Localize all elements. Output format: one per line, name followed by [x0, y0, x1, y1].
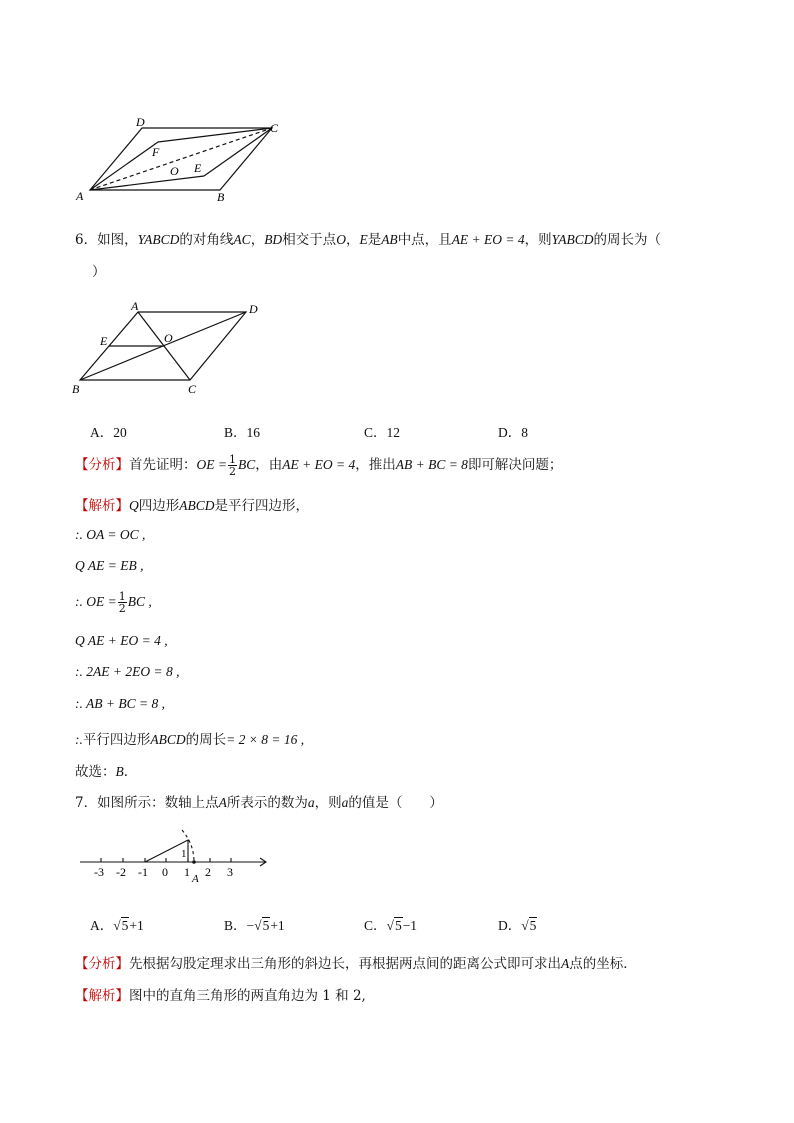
q6-o: O: [336, 232, 346, 247]
q6-solution-line-5: Q AE + EO = 4 ,: [75, 633, 168, 648]
q6-punct: ，: [250, 232, 265, 248]
q6-analysis-text: 即可解决问题；: [467, 457, 563, 473]
q7-stem-text: 所表示的数为: [226, 795, 308, 811]
q6-stem-text: 的周长为（: [593, 232, 661, 248]
q6-stem-text: 中点，且: [397, 232, 452, 248]
q7-option-d[interactable]: D．√5: [498, 918, 537, 933]
q6-answer-text: ．: [123, 764, 138, 780]
solution-tag: 【解析】: [75, 988, 129, 1004]
solution-tag: 【解析】: [75, 498, 129, 514]
sqrt-radicand: 5: [394, 918, 402, 933]
fig6-label-D: D: [249, 302, 258, 316]
fig5-label-B: B: [217, 190, 225, 204]
q6-answer-text: 故选：: [75, 764, 116, 780]
fig5-label-F: F: [152, 145, 160, 159]
q7-number-line-figure: [70, 826, 280, 884]
q6-sol-name: ABCD: [179, 498, 215, 513]
tick-label: 0: [162, 865, 168, 879]
therefore-symbol: :.: [75, 732, 83, 747]
q6-stem-close: ）: [92, 264, 106, 280]
q6-analysis-eq: AB + BC = 8: [395, 457, 468, 472]
q6-punct: ，: [345, 232, 360, 248]
q7-var: a: [307, 795, 315, 810]
q6-solution-line-2: :. OA = OC ,: [75, 527, 146, 542]
q6-analysis-eq: BC: [237, 457, 256, 472]
q6-analysis: [75, 452, 562, 478]
q6-option-d[interactable]: D．8: [498, 425, 528, 440]
frac-den: 2: [118, 602, 126, 615]
q6-ab: AB: [381, 232, 398, 247]
fig5-label-E: E: [194, 161, 202, 175]
q7-analysis-text: 先根据勾股定理求出三角形的斜边长，再根据两点间的距离公式即可求出: [129, 956, 561, 972]
tick-label: -3: [94, 865, 104, 879]
frac-num: 1: [228, 453, 236, 466]
fig5-label-A: A: [76, 189, 84, 203]
q6-analysis-eq: OE =: [196, 457, 227, 472]
q6-solution-line-1: [75, 494, 309, 514]
q6-sol-text: 的周长: [185, 732, 227, 748]
q7-point: A: [218, 795, 227, 810]
q6-sol-text: 是平行四边形，: [214, 498, 309, 514]
q7-number: 7．: [75, 795, 98, 811]
frac-den: 2: [228, 465, 236, 478]
opt-post: −1: [402, 918, 418, 933]
because-symbol: Q: [129, 498, 139, 513]
q6-parallelogram-figure: [68, 298, 268, 398]
tick-label: -2: [116, 865, 126, 879]
q6-option-c[interactable]: C．12: [364, 425, 401, 440]
analysis-tag: 【分析】: [75, 956, 129, 972]
parallelogram-symbol: Y: [137, 232, 145, 247]
sqrt-radicand: 5: [529, 918, 537, 933]
opt-letter: C．: [364, 918, 387, 933]
q6-solution-line-6: :. 2AE + 2EO = 8 ,: [75, 664, 180, 679]
q6-analysis-eq: AE + EO = 4: [282, 457, 356, 472]
q6-stem-text: 相交于点: [282, 232, 337, 248]
fig6-label-A: A: [131, 299, 139, 313]
opt-letter: D．: [498, 918, 522, 933]
q6-ac: AC: [233, 232, 251, 247]
q6-analysis-text: ，由: [255, 457, 283, 473]
opt-letter: A．: [90, 918, 114, 933]
q6-sol-eq: :. OE =: [75, 594, 117, 609]
q5-parallelogram-figure: [70, 112, 290, 207]
parallelogram-symbol: Y: [551, 232, 559, 247]
fig5-label-O: O: [170, 164, 179, 178]
q6-sol-eq: BC ,: [127, 594, 152, 609]
q7-stem: [75, 791, 443, 811]
q6-sol-text: 四边形: [138, 498, 180, 514]
fraction-one-half: [118, 591, 127, 614]
height-label: 1: [181, 848, 187, 860]
fig6-label-O: O: [164, 331, 173, 345]
tick-label: -1: [138, 865, 148, 879]
q6-stem-text: 如图，: [97, 232, 138, 248]
q7-option-c[interactable]: C．√5−1: [364, 918, 418, 933]
fig5-label-D: D: [136, 115, 145, 129]
opt-pre: −: [246, 918, 255, 933]
q6-condition: AE + EO = 4: [451, 232, 525, 247]
q7-stem-text: ，则: [314, 795, 342, 811]
analysis-tag: 【分析】: [75, 457, 129, 473]
q6-bd: BD: [264, 232, 283, 247]
fig6-label-B: B: [72, 382, 80, 396]
q7-solution-text: 图中的直角三角形的两直角边为 1 和 2,: [129, 988, 366, 1004]
q6-solution-line-7: :. AB + BC = 8 ,: [75, 696, 165, 711]
opt-post: +1: [270, 918, 285, 933]
tick-label: 3: [227, 865, 233, 879]
q6-stem-text: ，则: [524, 232, 552, 248]
tick-label: 1: [184, 865, 190, 879]
fig6-label-C: C: [188, 382, 197, 396]
q6-stem-text: 的对角线: [179, 232, 234, 248]
fig6-label-E: E: [100, 334, 108, 348]
q6-answer: [75, 760, 137, 780]
q7-analysis: [75, 952, 637, 972]
q6-analysis-text: ，推出: [355, 457, 396, 473]
q6-name: ABCD: [558, 232, 594, 247]
q7-analysis-point: A: [561, 956, 570, 971]
q6-answer-letter: B: [115, 764, 124, 779]
q6-solution-line-8: [75, 728, 304, 748]
q6-name: ABCD: [144, 232, 180, 247]
opt-letter: B．: [224, 918, 247, 933]
point-a-label: A: [192, 873, 199, 884]
q7-stem-text: 如图所示：数轴上点: [97, 795, 219, 811]
sqrt-radicand: 5: [262, 918, 270, 933]
q6-option-b[interactable]: B．16: [224, 425, 261, 440]
q6-e: E: [359, 232, 368, 247]
q6-sol-text: 平行四边形: [82, 732, 151, 748]
q7-stem-text: 的值是（ ）: [348, 795, 443, 811]
q6-stem-text: 是: [367, 232, 382, 248]
q6-analysis-text: 首先证明：: [129, 457, 197, 473]
q7-solution: [75, 984, 366, 1004]
q7-option-b[interactable]: B．−√5+1: [224, 918, 285, 933]
q6-solution-line-3: Q AE = EB ,: [75, 558, 144, 573]
opt-post: +1: [129, 918, 144, 933]
q7-var: a: [341, 795, 349, 810]
frac-num: 1: [118, 590, 126, 603]
tick-label: 2: [205, 865, 211, 879]
q6-sol-eq: = 2 × 8 = 16 ,: [226, 732, 305, 747]
q6-option-a[interactable]: A．20: [90, 425, 127, 440]
q6-sol-name: ABCD: [150, 732, 186, 747]
q7-analysis-text: 点的坐标．: [569, 956, 637, 972]
q7-option-a[interactable]: A．√5+1: [90, 918, 144, 933]
fig5-label-C: C: [270, 121, 279, 135]
q6-stem: [75, 228, 661, 248]
sqrt-radicand: 5: [121, 918, 129, 933]
q6-solution-line-4: [75, 588, 152, 616]
q6-number: 6．: [75, 232, 98, 248]
fraction-one-half: [228, 454, 237, 477]
